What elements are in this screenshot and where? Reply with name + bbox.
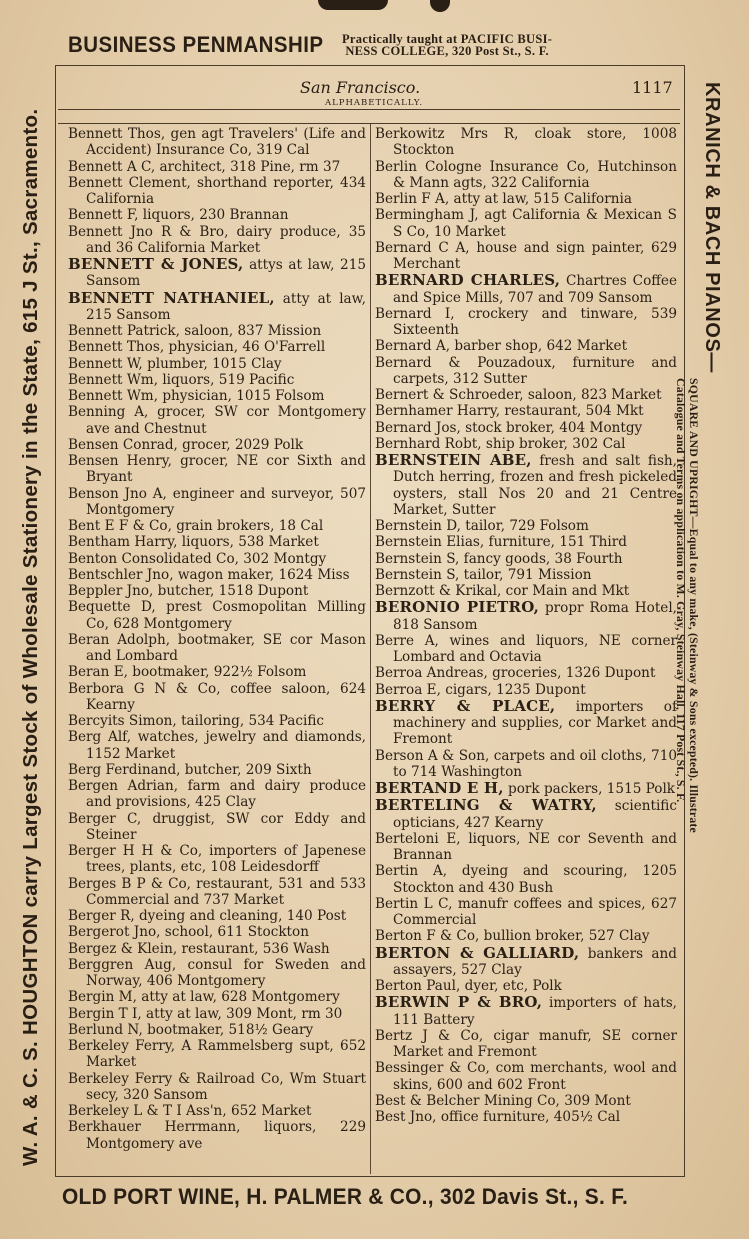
directory-entry: [68, 681, 366, 714]
directory-entry-text: Bennett F, liquors, 230 Brannan: [68, 207, 289, 224]
directory-entry: [375, 403, 677, 419]
directory-entry-text: Bennett Wm, physician, 1015 Folsom: [68, 388, 325, 404]
directory-entry: [375, 126, 677, 159]
directory-entry: [68, 664, 366, 680]
directory-entry: [68, 290, 366, 324]
directory-entry-text: Bennett Jno R & Bro, dairy produce, 35 and 36 California Market: [68, 223, 366, 256]
directory-entry: [375, 551, 677, 567]
directory-entry-text: Berton Paul, dyer, etc, Polk: [375, 978, 562, 994]
directory-entry: [68, 372, 366, 388]
directory-entry-text: Chartres Coffee and Spice Mills, 707 and 709 Sansom: [393, 273, 677, 306]
directory-entry-text: Bergin T I, atty at law, 309 Mont, rm 30: [68, 1005, 343, 1022]
directory-entry: [375, 1093, 677, 1109]
directory-entry-name-bold: BERTON & GALLIARD,: [375, 943, 580, 962]
directory-entry-text: Berkowitz Mrs R, cloak store, 1008 Stockton: [375, 126, 677, 159]
directory-entry: [68, 762, 366, 778]
directory-entry: [68, 437, 366, 453]
directory-entry: [68, 632, 366, 665]
directory-entry: [68, 388, 366, 404]
directory-entry-text: Bennett Patrick, saloon, 837 Mission: [68, 323, 322, 339]
directory-entry-text: Bernzott & Krikal, cor Main and Mkt: [375, 583, 630, 599]
directory-entry-text: Berroa E, cigars, 1235 Dupont: [375, 681, 586, 698]
directory-entry: [68, 567, 366, 583]
directory-entry-name-bold: BERRY & PLACE,: [375, 696, 556, 715]
directory-entry: [375, 1060, 677, 1093]
directory-entry: [68, 729, 366, 762]
page-header-city: San Francisco.: [300, 78, 421, 97]
directory-entry-text: Bergen Adrian, farm and dairy produce and provisions, 425 Clay: [68, 778, 366, 811]
directory-entry-text: Bernhamer Harry, restaurant, 504 Mkt: [375, 403, 644, 420]
directory-entry-text: Bernard I, crockery and tinware, 539 Sixteenth: [375, 305, 677, 338]
directory-entry: [375, 698, 677, 748]
directory-entry-text: Berson A & Son, carpets and oil cloths, 710 to 714 Washington: [375, 747, 677, 780]
top-advertisement-banner: [62, 32, 682, 64]
directory-entry-text: Berkeley L & T I Ass'n, 652 Market: [68, 1103, 312, 1119]
directory-entry-text: Berteloni E, liquors, NE cor Seventh and Brannan: [375, 830, 677, 863]
directory-entry: [68, 518, 366, 534]
directory-entry: [375, 994, 677, 1028]
directory-entry-text: Benning A, grocer, SW cor Montgomery ave and Chestnut: [68, 404, 366, 437]
directory-entry-text: Berg Alf, watches, jewelry and diamonds, 1152 Market: [68, 729, 366, 762]
directory-entry: [68, 811, 366, 844]
top-banner-detail-line-2: NESS COLLEGE, 320 Post St., S. F.: [345, 44, 549, 58]
directory-entry: [68, 843, 366, 876]
directory-entry: [375, 191, 677, 207]
column-divider: [370, 124, 371, 1174]
directory-entry-text: Berton F & Co, bullion broker, 527 Clay: [375, 928, 650, 945]
directory-entry: [68, 534, 366, 550]
directory-entry-text: Beppler Jno, butcher, 1518 Dupont: [68, 583, 309, 599]
directory-entry: [68, 599, 366, 632]
directory-entry: [375, 583, 677, 599]
directory-entry: [375, 896, 677, 929]
directory-entry: [375, 387, 677, 403]
top-banner-detail: [342, 33, 552, 57]
top-banner-headline: BUSINESS PENMANSHIP: [68, 32, 324, 57]
directory-entry: [375, 567, 677, 583]
directory-entry-text: Berroa Andreas, groceries, 1326 Dupont: [375, 665, 656, 682]
directory-entry-text: Bennett A C, architect, 318 Pine, rm 37: [68, 158, 341, 175]
directory-entry-text: importers of hats, 111 Battery: [393, 995, 677, 1028]
left-margin-advertisement: W. A. & C. S. HOUGHTON carry Largest Stock of Wholesale Stationery in the State, 615 J St., Sacramento.: [19, 108, 42, 1166]
directory-entry-text: Berg Ferdinand, butcher, 209 Sixth: [68, 761, 312, 778]
directory-entry-text: Bernhard Robt, ship broker, 302 Cal: [375, 435, 626, 452]
directory-entry: [68, 453, 366, 486]
page-header-subtitle: ALPHABETICALLY.: [325, 98, 424, 108]
directory-entry: [68, 1022, 366, 1038]
directory-entry-text: Bensen Conrad, grocer, 2029 Polk: [68, 436, 304, 453]
directory-entry-text: Bermingham J, agt California & Mexican S S Co, 10 Market: [375, 207, 677, 240]
directory-entry: [68, 486, 366, 519]
torn-edge-mark: [430, 0, 450, 12]
right-margin-advertisement-detail: [674, 378, 700, 833]
directory-entry: [68, 1119, 366, 1152]
directory-entry-name-bold: BERWIN P & BRO,: [375, 993, 543, 1012]
directory-entry: [375, 978, 677, 994]
directory-entry: [68, 323, 366, 339]
directory-entry-text: Beran Adolph, bootmaker, SE cor Mason and Lombard: [68, 631, 366, 664]
directory-entry: [68, 159, 366, 175]
directory-entry-text: Bernstein S, tailor, 791 Mission: [375, 566, 592, 583]
directory-entry: [375, 534, 677, 550]
directory-entry-text: Berkhauer Herrmann, liquors, 229 Montgomery ave: [68, 1119, 366, 1152]
directory-entry-text: Bergez & Klein, restaurant, 536 Wash: [68, 940, 330, 957]
bottom-advertisement-banner: OLD PORT WINE, H. PALMER & CO., 302 Davis St., S. F.: [62, 1184, 629, 1209]
right-directory-column: [375, 126, 677, 1125]
directory-entry: [375, 780, 677, 797]
directory-entry: [68, 175, 366, 208]
directory-entry: [68, 256, 366, 290]
directory-entry: [375, 159, 677, 192]
directory-entry-text: Bernstein Elias, furniture, 151 Third: [375, 534, 627, 551]
page-number: 1117: [632, 78, 673, 97]
directory-entry: [375, 436, 677, 452]
directory-entry-text: Bessinger & Co, com merchants, wool and skins, 600 and 602 Front: [375, 1060, 677, 1093]
directory-entry-text: Berges B P & Co, restaurant, 531 and 533 Commercial and 737 Market: [68, 875, 366, 908]
directory-entry-name-bold: BERNSTEIN ABE,: [375, 451, 532, 469]
directory-entry-text: Bernard C A, house and sign painter, 629 Merchant: [375, 239, 677, 272]
directory-entry-text: Bertin L C, manufr coffees and spices, 627 Commercial: [375, 895, 677, 928]
directory-entry: [68, 339, 366, 355]
directory-entry: [68, 1103, 366, 1119]
directory-entry: [375, 240, 677, 273]
directory-entry: [68, 957, 366, 990]
directory-entry-text: Berlin F A, atty at law, 515 California: [375, 191, 632, 207]
directory-entry: [68, 908, 366, 924]
directory-entry: [375, 452, 677, 518]
directory-entry: [68, 551, 366, 567]
directory-entry: [68, 224, 366, 257]
directory-entry-name-bold: BERTELING & WATRY,: [375, 796, 597, 815]
directory-entry: [375, 748, 677, 781]
directory-entry: [68, 356, 366, 372]
directory-entry-text: Bercyits Simon, tailoring, 534 Pacific: [68, 713, 325, 729]
directory-entry-text: Bentschler Jno, wagon maker, 1624 Miss: [68, 566, 350, 583]
directory-entry-text: Berkeley Ferry, A Rammelsberg supt, 652 Market: [68, 1038, 366, 1071]
directory-entry: [68, 778, 366, 811]
directory-entry-text: Bertin A, dyeing and scouring, 1205 Stockton and 430 Bush: [375, 863, 677, 896]
directory-entry-text: Best Jno, office furniture, 405½ Cal: [375, 1109, 621, 1125]
right-margin-advertisement-headline: KRANICH & BACH PIANOS—: [701, 82, 723, 373]
directory-entry-text: Benson Jno A, engineer and surveyor, 507 Montgomery: [68, 485, 366, 518]
directory-entry-text: Bernstein D, tailor, 729 Folsom: [375, 518, 589, 534]
directory-entry-name-bold: BENNETT & JONES,: [68, 255, 244, 273]
directory-entry: [375, 797, 677, 831]
directory-entry: [375, 518, 677, 534]
directory-entry-text: Berggren Aug, consul for Sweden and Norway, 406 Montgomery: [68, 956, 366, 989]
directory-entry: [68, 989, 366, 1005]
directory-entry-text: Beran E, bootmaker, 922½ Folsom: [68, 664, 307, 681]
directory-entry-text: Bennett W, plumber, 1015 Clay: [68, 355, 282, 372]
header-rule: [58, 109, 680, 110]
directory-entry-text: Bennett Thos, gen agt Travelers' (Life and Accident) Insurance Co, 319 Cal: [68, 126, 366, 159]
directory-entry: [68, 207, 366, 223]
right-margin-detail-line-1: SQUARE AND UPRIGHT—Equal to any make, (Steinway & Sons excepted). Illustrate: [687, 378, 701, 833]
directory-entry: [68, 1071, 366, 1104]
directory-entry-text: pork packers, 1515 Polk: [503, 781, 676, 797]
header-rule: [58, 123, 680, 124]
directory-entry-text: Bernard A, barber shop, 642 Market: [375, 338, 628, 355]
directory-entry-text: propr Roma Hotel, 818 Sansom: [393, 600, 677, 633]
directory-entry-name-bold: BERNARD CHARLES,: [375, 271, 561, 290]
directory-entry-text: Bergin M, atty at law, 628 Montgomery: [68, 989, 340, 1006]
directory-entry-text: Bergerot Jno, school, 611 Stockton: [68, 924, 309, 941]
directory-entry: [68, 404, 366, 437]
directory-entry-text: attys at law, 215 Sansom: [86, 257, 366, 290]
directory-entry-text: bankers and assayers, 527 Clay: [393, 945, 677, 978]
directory-entry-text: Berlin Cologne Insurance Co, Hutchinson & Mann agts, 322 California: [375, 158, 677, 191]
directory-entry: [68, 126, 366, 159]
directory-entry: [375, 665, 677, 681]
directory-entry: [375, 207, 677, 240]
directory-entry-text: scientific opticians, 427 Kearny: [393, 798, 677, 831]
directory-entry-text: Berger R, dyeing and cleaning, 140 Post: [68, 908, 347, 924]
right-margin-detail-line-2: Catalogue and Terms on application to M. Gray, Steinway Hall, 117 Post St., S. F.: [674, 378, 688, 803]
directory-entry-text: Bernert & Schroeder, saloon, 823 Market: [375, 387, 662, 403]
directory-entry-name-bold: BERONIO PIETRO,: [375, 598, 540, 617]
directory-entry: [375, 306, 677, 339]
directory-entry-text: Bernard Jos, stock broker, 404 Montgy: [375, 419, 643, 436]
directory-entry-text: Bentham Harry, liquors, 538 Market: [68, 534, 319, 551]
directory-entry: [375, 420, 677, 436]
directory-entry-name-bold: BERTAND E H,: [375, 779, 504, 797]
directory-entry-text: atty at law, 215 Sansom: [86, 290, 366, 323]
directory-entry: [375, 633, 677, 666]
directory-entry: [375, 1109, 677, 1125]
directory-entry-text: Berbora G N & Co, coffee saloon, 624 Kearny: [68, 680, 366, 713]
directory-entry-text: Berkeley Ferry & Railroad Co, Wm Stuart secy, 320 Sansom: [68, 1070, 366, 1103]
directory-entry-text: fresh and salt fish, Dutch herring, frozen and fresh pickeled oysters, stall Nos 20 and 21 Centre Market, Sutter: [393, 453, 677, 518]
directory-entry-text: Bennett Clement, shorthand reporter, 434 California: [68, 174, 366, 207]
directory-entry: [375, 1028, 677, 1061]
directory-entry-text: Bensen Henry, grocer, NE cor Sixth and Bryant: [68, 453, 366, 486]
directory-entry-text: Bennett Wm, liquors, 519 Pacific: [68, 371, 295, 388]
directory-entry-text: Berre A, wines and liquors, NE corner Lombard and Octavia: [375, 632, 677, 665]
directory-entry-text: importers of machinery and supplies, cor Market and Fremont: [393, 698, 678, 748]
directory-entry: [68, 583, 366, 599]
directory-entry-text: Berlund N, bootmaker, 518½ Geary: [68, 1021, 314, 1038]
directory-entry: [375, 945, 677, 979]
directory-entry: [68, 1006, 366, 1022]
directory-entry-text: Bertz J & Co, cigar manufr, SE corner Market and Fremont: [375, 1027, 677, 1060]
directory-entry: [375, 272, 677, 306]
directory-entry: [68, 876, 366, 909]
directory-entry-text: Bernard & Pouzadoux, furniture and carpets, 312 Sutter: [375, 354, 677, 387]
directory-entry: [375, 831, 677, 864]
directory-entry: [375, 682, 677, 698]
directory-entry: [68, 941, 366, 957]
directory-entry-text: Bernstein S, fancy goods, 38 Fourth: [375, 550, 623, 567]
directory-entry-text: Bequette D, prest Cosmopolitan Milling Co, 628 Montgomery: [68, 599, 366, 632]
directory-entry: [375, 928, 677, 944]
directory-entry-text: Berger H H & Co, importers of Japenese trees, plants, etc, 108 Leidesdorff: [68, 843, 366, 876]
directory-entry: [375, 863, 677, 896]
directory-entry: [375, 355, 677, 388]
left-directory-column: [68, 126, 366, 1152]
directory-entry: [375, 338, 677, 354]
top-banner-detail-line-1: Practically taught at PACIFIC BUSI-: [342, 32, 553, 46]
directory-entry-text: Berger C, druggist, SW cor Eddy and Steiner: [68, 810, 366, 843]
directory-entry-text: Bennett Thos, physician, 46 O'Farrell: [68, 339, 326, 356]
directory-entry: [68, 1038, 366, 1071]
directory-entry-name-bold: BENNETT NATHANIEL,: [68, 288, 275, 307]
torn-edge-mark: [318, 0, 388, 10]
directory-entry: [68, 713, 366, 729]
directory-entry: [375, 599, 677, 633]
directory-entry-text: Best & Belcher Mining Co, 309 Mont: [375, 1092, 631, 1109]
directory-entry-text: Bent E F & Co, grain brokers, 18 Cal: [68, 518, 324, 534]
directory-entry: [68, 924, 366, 940]
directory-entry-text: Benton Consolidated Co, 302 Montgy: [68, 550, 327, 567]
